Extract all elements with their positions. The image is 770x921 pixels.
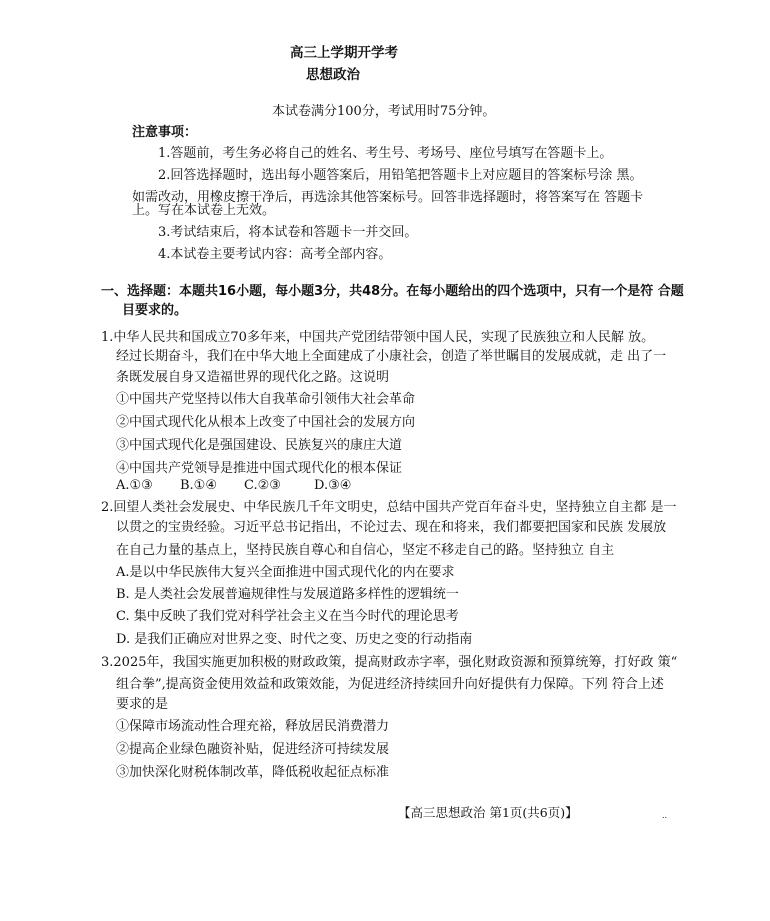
question-2-text: 2.回望人类社会发展史、中华民族几千年文明史，总结中国共产党百年奋斗史，坚持独立自主都 是一 [101, 500, 677, 515]
question-1-text: 1.中华人民共和国成立70多年来，中国共产党团结带领中国人民，实现了民族独立和人民解 放。 [101, 330, 655, 345]
exam-info: 本试卷满分100分，考试用时75分钟。 [272, 104, 496, 119]
question-1-text: 条既发展自身又造福世界的现代化之路。这说明 [116, 370, 390, 385]
question-1-statement: ①中国共产党坚持以伟大自我革命引领伟大社会革命 [116, 392, 416, 407]
footer-mark: .. [662, 811, 668, 820]
question-1-option-d: D.③④ [314, 478, 352, 493]
question-2-option-c: C. 集中反映了我们党对科学社会主义在当今时代的理论思考 [116, 609, 459, 624]
note-item: 4.本试卷主要考试内容：高考全部内容。 [158, 247, 392, 262]
question-2-text: 在自己力量的基点上，坚持民族自尊心和自信心，坚定不移走自己的路。坚持独立 自主 [116, 543, 615, 558]
question-3-statement: ①保障市场流动性合理充裕，释放居民消费潜力 [116, 719, 390, 734]
question-3-text: 组合拳”,提高资金使用效益和政策效能，为促进经济持续回升向好提供有力保障。下列 符合上述 [116, 677, 664, 692]
question-2-text: 以贯之的宝贵经验。习近平总书记指出，不论过去、现在和将来，我们都要把国家和民族 发展放 [116, 520, 667, 535]
question-1-statement: ③中国式现代化是强国建设、民族复兴的康庄大道 [116, 438, 403, 453]
section-heading: 一、选择题：本题共16小题，每小题3分，共48分。在每小题给出的四个选项中，只有一个是符 合题 [101, 284, 684, 299]
question-1-statement: ②中国式现代化从根本上改变了中国社会的发展方向 [116, 415, 416, 430]
question-2-option-a: A.是以中华民族伟大复兴全面推进中国式现代化的内在要求 [116, 565, 455, 580]
question-1-option-a: A.①③ [116, 478, 153, 493]
question-3-statement: ②提高企业绿色融资补贴，促进经济可持续发展 [116, 742, 390, 757]
question-2-option-b: B. 是人类社会发展普遍规律性与发展道路多样性的逻辑统一 [116, 587, 459, 602]
question-1-statement: ④中国共产党领导是推进中国式现代化的根本保证 [116, 461, 403, 476]
question-3-text: 3.2025年，我国实施更加积极的财政政策，提高财政赤字率，强化财政资源和预算统筹，打好政 策“ [101, 655, 678, 670]
question-1-option-c: C.②③ [244, 478, 281, 493]
question-2-option-d: D. 是我们正确应对世界之变、时代之变、历史之变的行动指南 [116, 632, 473, 647]
note-item: 3.考试结束后，将本试卷和答题卡一并交回。 [158, 225, 418, 240]
question-1-option-b: B.①④ [180, 478, 217, 493]
note-item: 2.回答选择题时，选出每小题答案后，用铅笔把答题卡上对应题目的答案标号涂 黑。 [158, 168, 643, 183]
note-item: 1.答题前，考生务必将自己的姓名、考生号、考场号、座位号填写在答题卡上。 [158, 146, 613, 161]
page-footer: 【高三思想政治 第1页(共6页)】 [398, 805, 578, 820]
exam-title: 高三上学期开学考 [290, 45, 398, 61]
note-item: 如需改动，用橡皮擦干净后，再选涂其他答案标号。回答非选择题时，将答案写在 答题卡 [132, 190, 644, 205]
question-3-statement: ③加快深化财税体制改革，降低税收起征点标准 [116, 765, 390, 780]
note-item: 上。写在本试卷上无效。 [132, 203, 276, 218]
question-1-text: 经过长期奋斗，我们在中华大地上全面建成了小康社会，创造了举世瞩目的发展成就，走 出了一 [116, 349, 667, 364]
question-3-text: 要求的是 [116, 697, 169, 712]
notes-heading: 注意事项： [132, 125, 198, 140]
subject-title: 思想政治 [306, 67, 360, 83]
section-heading-cont: 目要求的。 [122, 303, 188, 318]
